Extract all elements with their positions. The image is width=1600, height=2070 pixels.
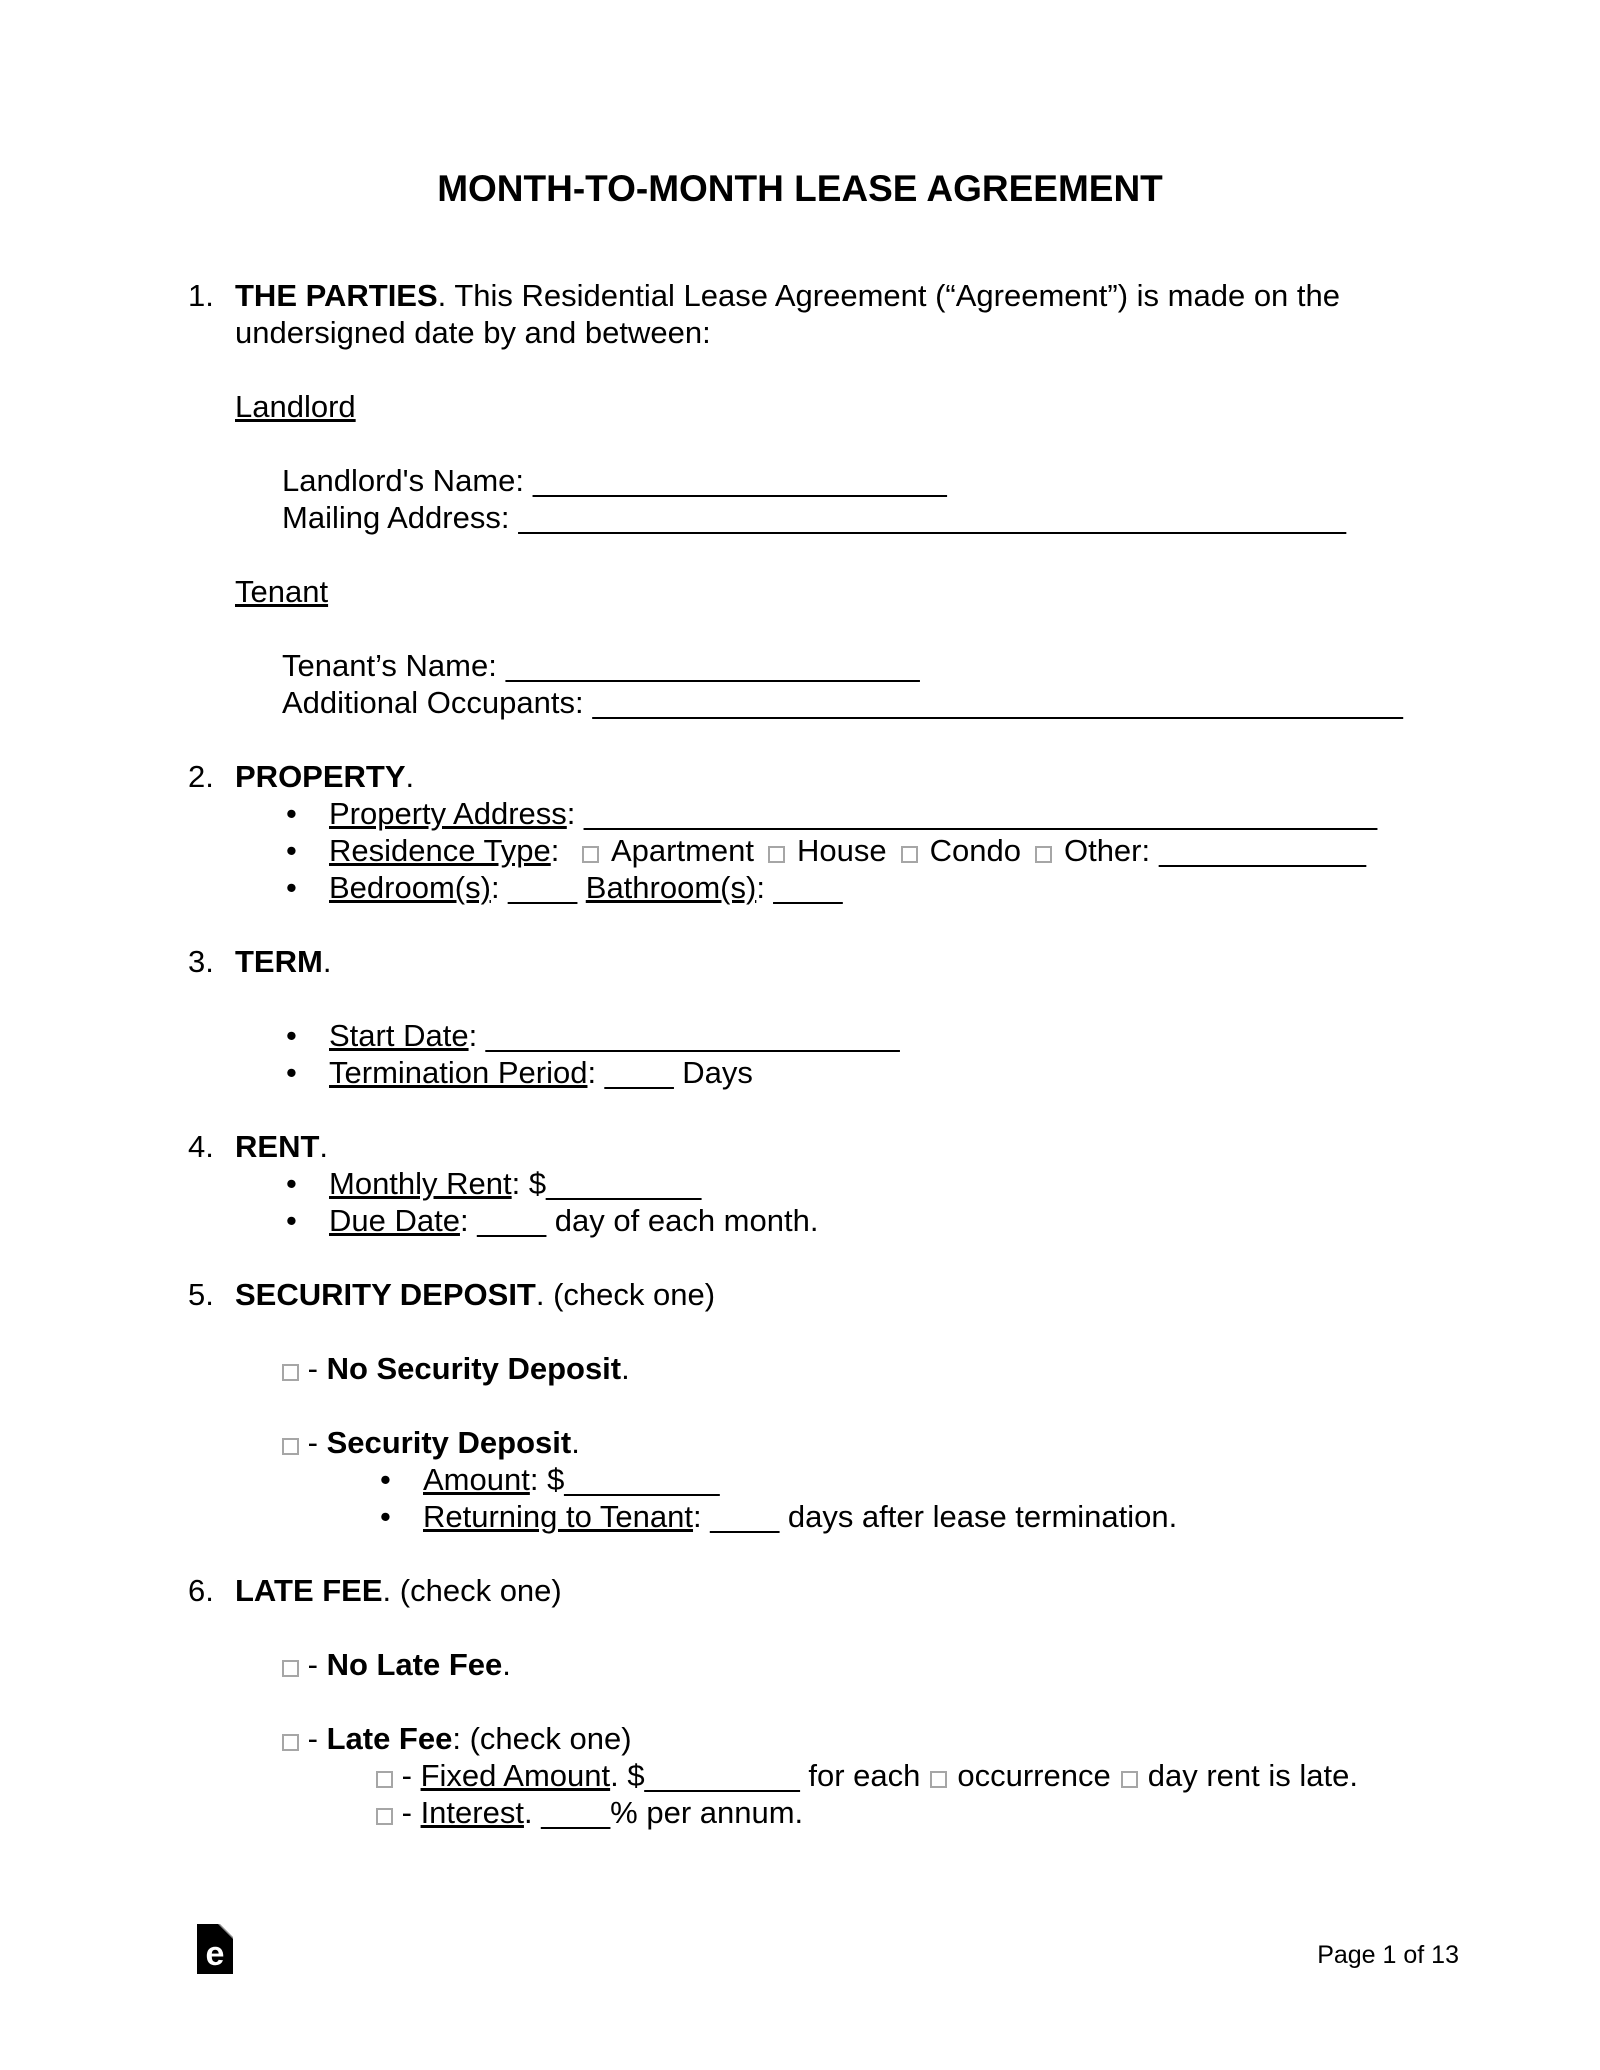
start-date-row xyxy=(141,1017,1459,1054)
bullet-icon: • xyxy=(286,870,297,905)
spacer xyxy=(141,536,1459,573)
landlord-name-blank-field[interactable]: ________________________ xyxy=(533,463,947,498)
section-1-parties xyxy=(141,277,1459,351)
spacer xyxy=(141,351,1459,388)
property-address-label: Property Address xyxy=(329,796,567,831)
section-5-check-one-text: . (check one) xyxy=(535,1277,716,1312)
section-5-number: 5. xyxy=(188,1277,214,1312)
section-2-period: . xyxy=(405,759,415,794)
monthly-rent-row xyxy=(141,1165,1459,1202)
other-checkbox[interactable] xyxy=(1035,846,1052,863)
section-6-late-fee xyxy=(141,1572,1459,1609)
spacer xyxy=(141,610,1459,647)
dash-separator: - xyxy=(299,1351,327,1386)
fixed-amount-label: Fixed Amount xyxy=(420,1758,611,1793)
page-number: Page 1 of 13 xyxy=(1317,1941,1459,1969)
bathrooms-label: Bathroom(s) xyxy=(585,870,757,905)
deposit-amount-row xyxy=(141,1461,1459,1498)
bed-bath-gap xyxy=(577,870,586,905)
fixed-amount-option xyxy=(141,1757,1459,1794)
spacer xyxy=(141,980,1459,1017)
eforms-logo xyxy=(197,1924,233,1974)
section-3-term xyxy=(141,943,1459,980)
bullet-icon: • xyxy=(286,1055,297,1090)
bedrooms-separator: : xyxy=(490,870,509,905)
day-rent-late-checkbox[interactable] xyxy=(1121,1771,1138,1788)
due-date-separator: : xyxy=(459,1203,478,1238)
section-3-number: 3. xyxy=(188,944,214,979)
dash-separator: - xyxy=(299,1721,327,1756)
section-1-number: 1. xyxy=(188,278,214,313)
spacer xyxy=(141,1387,1459,1424)
section-4-period: . xyxy=(319,1129,329,1164)
apartment-checkbox[interactable] xyxy=(582,846,599,863)
occurrence-label: occurrence xyxy=(957,1758,1111,1793)
termination-period-label: Termination Period xyxy=(329,1055,588,1090)
bullet-icon: • xyxy=(286,1203,297,1238)
interest-label: Interest xyxy=(420,1795,524,1830)
spacer xyxy=(141,425,1459,462)
section-3-period: . xyxy=(322,944,332,979)
residence-type-label: Residence Type xyxy=(329,833,551,868)
other-blank-field[interactable]: ____________ xyxy=(1159,833,1367,868)
returning-to-tenant-suffix: days after lease termination. xyxy=(779,1499,1178,1534)
additional-occupants-row xyxy=(141,684,1459,721)
mailing-address-label: Mailing Address: xyxy=(282,500,510,535)
landlord-subheading: Landlord xyxy=(235,389,356,424)
bedrooms-label: Bedroom(s) xyxy=(329,870,491,905)
termination-period-row xyxy=(141,1054,1459,1091)
spacer xyxy=(141,1683,1459,1720)
dash-separator: - xyxy=(299,1647,327,1682)
due-date-row xyxy=(141,1202,1459,1239)
spacer xyxy=(141,1091,1459,1128)
section-3-heading: TERM xyxy=(235,944,323,979)
dash-separator: - xyxy=(393,1795,421,1830)
deposit-amount-separator: : $ xyxy=(529,1462,565,1497)
spacer xyxy=(141,1609,1459,1646)
fixed-amount-for-each-text: for each xyxy=(799,1758,921,1793)
termination-period-blank-field[interactable]: ____ xyxy=(604,1055,674,1090)
tenant-subsection xyxy=(141,573,1459,610)
no-security-deposit-label: No Security Deposit xyxy=(326,1351,622,1386)
fixed-amount-checkbox[interactable] xyxy=(376,1771,393,1788)
day-rent-late-label: day rent is late. xyxy=(1147,1758,1358,1793)
occurrence-checkbox[interactable] xyxy=(930,1771,947,1788)
interest-checkbox[interactable] xyxy=(376,1808,393,1825)
returning-to-tenant-row xyxy=(141,1498,1459,1535)
bullet-icon: • xyxy=(286,1018,297,1053)
spacer xyxy=(141,906,1459,943)
no-late-fee-option xyxy=(141,1646,1459,1683)
landlord-name-row xyxy=(141,462,1459,499)
late-fee-checkbox[interactable] xyxy=(282,1734,299,1751)
section-4-rent xyxy=(141,1128,1459,1165)
section-2-number: 2. xyxy=(188,759,214,794)
section-5-security-deposit xyxy=(141,1276,1459,1313)
deposit-amount-blank-field[interactable]: _________ xyxy=(564,1462,720,1497)
residence-type-separator: : xyxy=(550,833,568,868)
no-security-deposit-checkbox[interactable] xyxy=(282,1364,299,1381)
section-2-heading: PROPERTY xyxy=(235,759,406,794)
security-deposit-checkbox[interactable] xyxy=(282,1438,299,1455)
bedrooms-bathrooms-row xyxy=(141,869,1459,906)
bullet-icon: • xyxy=(286,1166,297,1201)
start-date-label: Start Date xyxy=(329,1018,469,1053)
bullet-icon: • xyxy=(380,1462,391,1497)
document-title: MONTH-TO-MONTH LEASE AGREEMENT xyxy=(437,168,1163,209)
interest-blank-field[interactable]: ____ xyxy=(541,1795,611,1830)
dash-separator: - xyxy=(393,1758,421,1793)
mailing-address-blank-field[interactable]: ________________________________________________ xyxy=(518,500,1347,535)
due-date-label: Due Date xyxy=(329,1203,460,1238)
returning-to-tenant-blank-field[interactable]: ____ xyxy=(710,1499,780,1534)
no-security-deposit-period: . xyxy=(621,1351,630,1386)
tenant-name-label: Tenant’s Name: xyxy=(282,648,497,683)
termination-period-separator: : xyxy=(587,1055,605,1090)
tenant-name-row xyxy=(141,647,1459,684)
landlord-name-label: Landlord's Name: xyxy=(282,463,524,498)
bullet-icon: • xyxy=(286,833,297,868)
section-1-intro-text: . This Residential Lease Agreement (“Agreement”) is made on the undersigned date by and between: xyxy=(235,278,1349,350)
security-deposit-period: . xyxy=(571,1425,580,1460)
no-late-fee-checkbox[interactable] xyxy=(282,1660,299,1677)
due-date-blank-field[interactable]: ____ xyxy=(477,1203,547,1238)
returning-to-tenant-label: Returning to Tenant xyxy=(423,1499,694,1534)
due-date-suffix: day of each month. xyxy=(546,1203,819,1238)
interest-separator: . xyxy=(523,1795,542,1830)
no-security-deposit-option xyxy=(141,1350,1459,1387)
section-4-number: 4. xyxy=(188,1129,214,1164)
section-5-heading: SECURITY DEPOSIT xyxy=(235,1277,536,1312)
additional-occupants-label: Additional Occupants: xyxy=(282,685,584,720)
property-address-separator: : xyxy=(566,796,585,831)
spacer xyxy=(141,1239,1459,1276)
house-label: House xyxy=(797,833,887,868)
other-label: Other: xyxy=(1063,833,1151,868)
bullet-icon: • xyxy=(286,796,297,831)
section-6-number: 6. xyxy=(188,1573,214,1608)
monthly-rent-blank-field[interactable]: _________ xyxy=(546,1166,702,1201)
bathrooms-separator: : xyxy=(756,870,774,905)
section-6-check-one-text: . (check one) xyxy=(382,1573,562,1608)
returning-to-tenant-separator: : xyxy=(693,1499,711,1534)
tenant-name-blank-field[interactable]: ________________________ xyxy=(505,648,920,683)
fixed-amount-separator: . $ xyxy=(610,1758,645,1793)
dash-separator: - xyxy=(299,1425,327,1460)
interest-option xyxy=(141,1794,1459,1831)
condo-label: Condo xyxy=(929,833,1021,868)
no-late-fee-label: No Late Fee xyxy=(326,1647,503,1682)
section-6-heading: LATE FEE xyxy=(235,1573,383,1608)
interest-suffix: % per annum. xyxy=(610,1795,804,1830)
no-late-fee-period: . xyxy=(502,1647,511,1682)
spacer xyxy=(141,1535,1459,1572)
monthly-rent-separator: : $ xyxy=(511,1166,547,1201)
bullet-icon: • xyxy=(380,1499,391,1534)
bedrooms-blank-field[interactable]: ____ xyxy=(508,870,578,905)
late-fee-label: Late Fee xyxy=(326,1721,453,1756)
late-fee-option xyxy=(141,1720,1459,1757)
start-date-blank-field[interactable]: ________________________ xyxy=(485,1018,900,1053)
security-deposit-option xyxy=(141,1424,1459,1461)
deposit-amount-label: Amount xyxy=(423,1462,530,1497)
section-2-property xyxy=(141,758,1459,795)
property-address-row xyxy=(141,795,1459,832)
section-1-heading: THE PARTIES xyxy=(235,278,438,313)
monthly-rent-label: Monthly Rent xyxy=(329,1166,512,1201)
house-checkbox[interactable] xyxy=(768,846,785,863)
eforms-logo-letter: e xyxy=(205,1935,225,1973)
condo-checkbox[interactable] xyxy=(901,846,918,863)
additional-occupants-blank-field[interactable]: _______________________________________________ xyxy=(592,685,1403,720)
tenant-subheading: Tenant xyxy=(235,574,329,609)
fixed-amount-blank-field[interactable]: _________ xyxy=(644,1758,800,1793)
residence-type-row xyxy=(141,832,1459,869)
late-fee-check-one-text: : (check one) xyxy=(452,1721,632,1756)
termination-period-suffix: Days xyxy=(673,1055,753,1090)
section-4-heading: RENT xyxy=(235,1129,320,1164)
mailing-address-row xyxy=(141,499,1459,536)
start-date-separator: : xyxy=(468,1018,486,1053)
apartment-label: Apartment xyxy=(610,833,754,868)
property-address-blank-field[interactable]: ______________________________________________ xyxy=(584,796,1378,831)
document-content xyxy=(141,167,1459,1831)
spacer xyxy=(141,721,1459,758)
bathrooms-blank-field[interactable]: ____ xyxy=(773,870,843,905)
landlord-subsection xyxy=(141,388,1459,425)
security-deposit-label: Security Deposit xyxy=(326,1425,572,1460)
spacer xyxy=(141,1313,1459,1350)
